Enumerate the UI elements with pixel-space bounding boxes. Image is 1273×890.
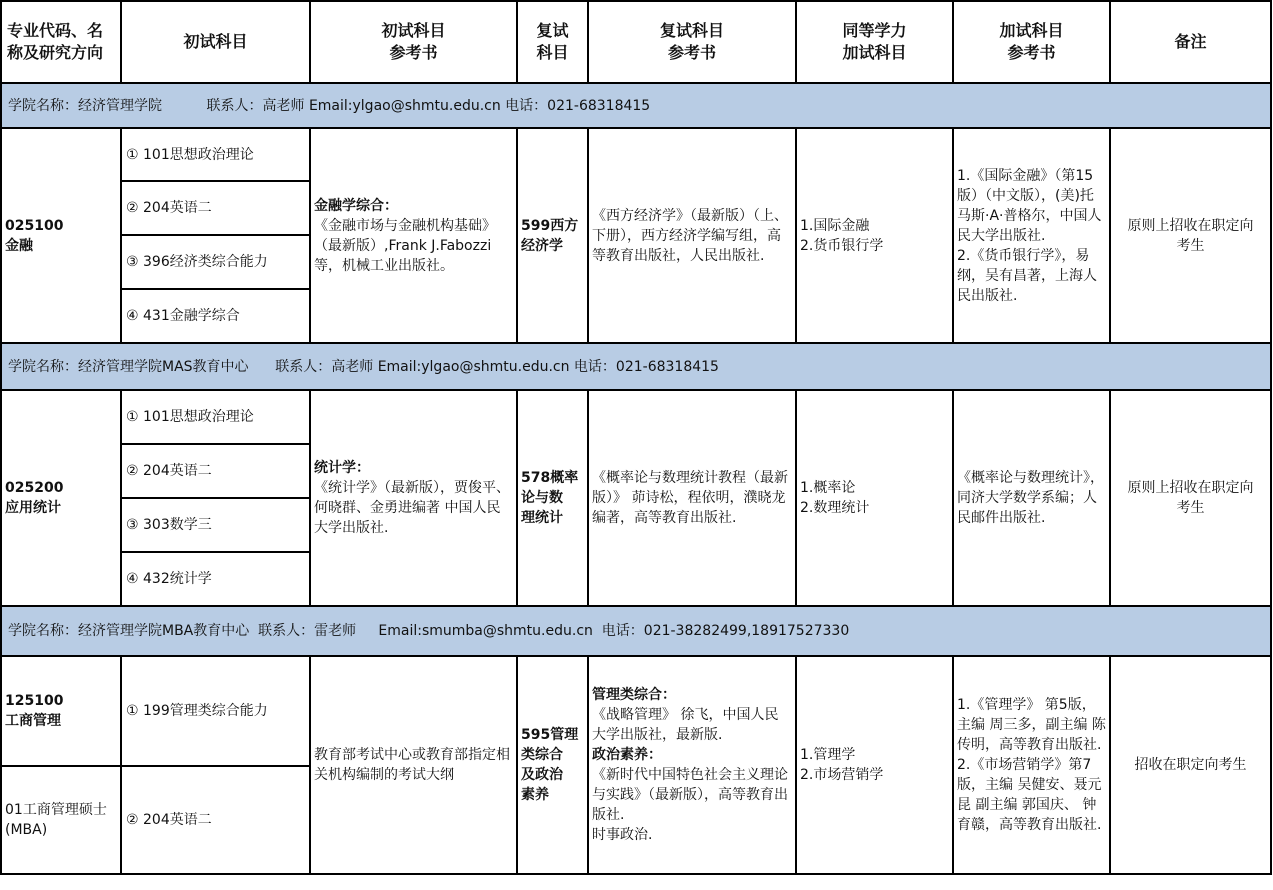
- extra-subjects: 1.国际金融 2.货币银行学: [796, 128, 953, 343]
- header-row: [1, 1, 1271, 83]
- prelim-book: 教育部考试中心或教育部指定相关机构编制的考试大纲: [310, 656, 517, 874]
- program-code: 025100 金融: [1, 128, 121, 343]
- prelim-book: 统计学： 《统计学》（最新版），贾俊平、何晓群、金勇进编著 中国人民大学出版社.: [310, 390, 517, 606]
- header-extra-book: 加试科目 参考书: [953, 1, 1110, 83]
- remark: 招收在职定向考生: [1110, 656, 1271, 874]
- retest-book: 管理类综合： 《战略管理》 徐飞，中国人民大学出版社，最新版. 政治素养： 《新时代中国特色社会主义理论与实践》（最新版），高等教育出版社. 时事政治.: [588, 656, 796, 874]
- exam-subject: ② 204英语二: [121, 181, 310, 235]
- college-info: 学院名称：经济管理学院 联系人：高老师 Email:ylgao@shmtu.edu.cn 电话：021-68318415: [1, 83, 1271, 128]
- exam-subject: ③ 396经济类综合能力: [121, 235, 310, 289]
- exam-subject: ④ 432统计学: [121, 552, 310, 606]
- retest-subject: 599西方 经济学: [517, 128, 588, 343]
- retest-book: 《概率论与数理统计教程（最新版）》 茆诗松，程依明，濮晓龙 编著，高等教育出版社.: [588, 390, 796, 606]
- exam-subject: ① 101思想政治理论: [121, 128, 310, 181]
- header-retest-subject: 复试 科目: [517, 1, 588, 83]
- extra-books: 1.《管理学》 第5版，主编 周三多，副主编 陈传明，高等教育出版社. 2.《市场营销学》第7版，主编 吴健安、聂元昆 副主编 郭国庆、 钟育赣，高等教育出版社.: [953, 656, 1110, 874]
- table-row: [1, 128, 1271, 181]
- header-remark: 备注: [1110, 1, 1271, 83]
- table-row: [1, 656, 1271, 766]
- exam-subject: ② 204英语二: [121, 444, 310, 498]
- college-info: 学院名称：经济管理学院MAS教育中心 联系人：高老师 Email:ylgao@shmtu.edu.cn 电话：021-68318415: [1, 343, 1271, 390]
- college-band: [1, 606, 1271, 656]
- prelim-book: 金融学综合： 《金融市场与金融机构基础》（最新版）,Frank J.Fabozzi等，机械工业出版社。: [310, 128, 517, 343]
- extra-books: 1.《国际金融》（第15版）（中文版），(美)托马斯·A·普格尔，中国人民大学出版社. 2.《货币银行学》，易纲，吴有昌著，上海人民出版社.: [953, 128, 1110, 343]
- header-prelim-book: 初试科目 参考书: [310, 1, 517, 83]
- retest-subject: 578概率 论与数 理统计: [517, 390, 588, 606]
- program-code: 125100 工商管理: [1, 656, 121, 766]
- header-prelim-subject: 初试科目: [121, 1, 310, 83]
- remark: 原则上招收在职定向 考生: [1110, 390, 1271, 606]
- exam-subject: ① 101思想政治理论: [121, 390, 310, 444]
- college-band: [1, 83, 1271, 128]
- extra-books: 《概率论与数理统计》，同济大学数学系编；人民邮件出版社.: [953, 390, 1110, 606]
- college-band: [1, 343, 1271, 390]
- exam-subject: ① 199管理类综合能力: [121, 656, 310, 766]
- table-row: [1, 390, 1271, 444]
- exam-subject: ④ 431金融学综合: [121, 289, 310, 343]
- remark: 原则上招收在职定向 考生: [1110, 128, 1271, 343]
- extra-subjects: 1.管理学 2.市场营销学: [796, 656, 953, 874]
- program-code: 025200 应用统计: [1, 390, 121, 606]
- extra-subjects: 1.概率论 2.数理统计: [796, 390, 953, 606]
- retest-subject: 595管理 类综合 及政治 素养: [517, 656, 588, 874]
- header-program-code: 专业代码、名 称及研究方向: [1, 1, 121, 83]
- exam-subject: ② 204英语二: [121, 766, 310, 874]
- retest-book: 《西方经济学》（最新版）（上、下册），西方经济学编写组，高等教育出版社，人民出版社.: [588, 128, 796, 343]
- research-direction: 01工商管理硕士 (MBA): [1, 766, 121, 874]
- header-extra-subject: 同等学力 加试科目: [796, 1, 953, 83]
- header-retest-book: 复试科目 参考书: [588, 1, 796, 83]
- exam-subject: ③ 303数学三: [121, 498, 310, 552]
- college-info: 学院名称：经济管理学院MBA教育中心 联系人：雷老师 Email:smumba@shmtu.edu.cn 电话：021-38282499,18917527330: [1, 606, 1271, 656]
